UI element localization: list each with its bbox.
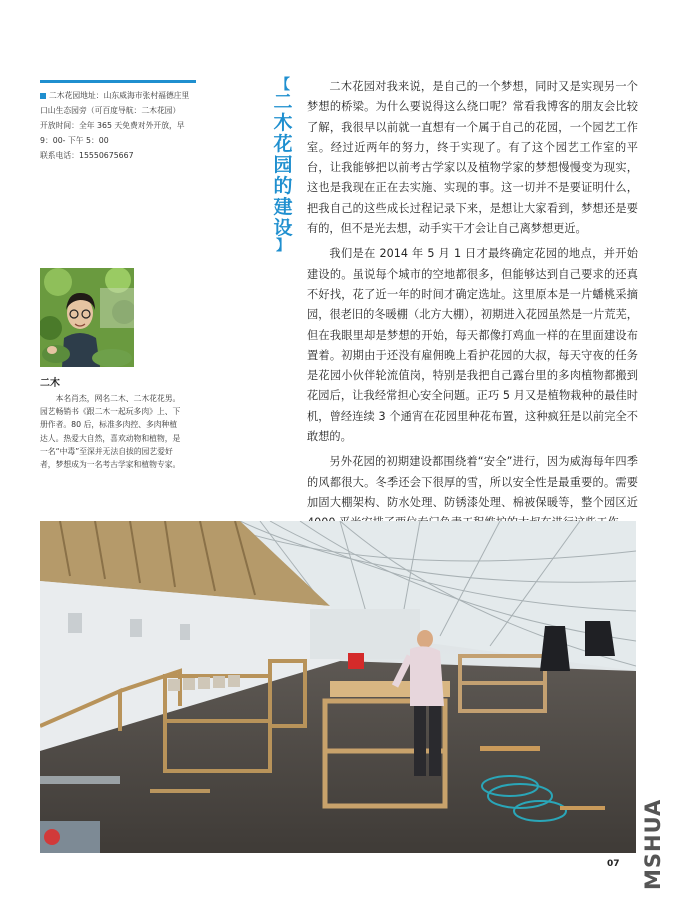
author-portrait	[40, 268, 134, 367]
article-paragraph: 我们是在 2014 年 5 月 1 日才最终确定花园的地点，并开始建设的。虽说每个城市的空地都很多，但能够达到自己要求的还真不好找，花了近一年的时间才确定选址。这里原本是一片蟠桃采摘园，很老旧的冬暖棚（北方大棚），初期进入花园虽然是一片荒芜，但在我眼里却是梦想的开始，每天都像打鸡血一样的在里面建设布置着。初期由于还没有雇佣晚上看护花园的大叔，每天守夜的任务是花园小伙伴轮流值岗，特别是我把自己露台里的多肉植物都搬到花园后，让我经常担心安全问题。正巧 5 月又是植物栽种的最佳时机，曾经连续 3 个通宵在花园里种花布置，这种疯狂是以前完全不敢想的。	[307, 247, 638, 444]
garden-info-box	[40, 80, 196, 163]
title-char: 二	[273, 91, 293, 113]
author-bio: 本名肖杰，网名二木、二木花花男。园艺畅销书《跟二木一起玩多肉》上、下册作者。80 后，标准多肉控、多肉种植达人。热爱大自然，喜欢动物和植物，是一名“中毒”至深并无法自拔的园艺爱好者，梦想成为一名考古学家和植物专家。	[40, 394, 181, 470]
article-paragraph: 另外花园的初期建设都围绕着“安全”进行，因为威海每年四季的风都很大。冬季还会下很厚的雪，所以安全性是最重要的。需要加固大棚架构、防水处理、防锈漆处理、棉被保暖等，整个园区近	[307, 455, 638, 509]
title-char: 建	[273, 196, 293, 218]
opening-hours: 开放时间：全年 365 天免费对外开放，早 9：00- 下午 5：00	[40, 121, 185, 145]
contact-phone: 联系电话：15550675667	[40, 151, 134, 160]
title-char: 设	[273, 217, 293, 239]
section-title	[271, 78, 295, 253]
greenhouse-photo	[40, 521, 636, 853]
magazine-brand: MSHUA	[641, 798, 665, 890]
title-char: 园	[273, 154, 293, 176]
title-bracket-open: 【	[276, 77, 290, 93]
article-paragraph: 二木花园对我来说，是自己的一个梦想，同时又是实现另一个梦想的桥梁。为什么要说得这么绕口呢？常看我博客的朋友会比较了解，我很早以前就一直想有一个属于自己的花园，一个园艺工作室。经过近两年的努力，终于实现了。有了这个园艺工作室的平台，让我能够把以前考古学家以及植物学家的梦想慢慢变为现实，这也是我现在正在去实施、实现的事。这一切并不是要证明什么，把我自己的这些成长过程记录下来，是想让大家看到，梦想还是要有的，但不是光去想，动手实干才会让自己离梦想更近。	[307, 80, 638, 236]
title-bracket-close: 】	[276, 238, 290, 254]
title-char: 花	[273, 133, 293, 155]
title-char: 的	[273, 175, 293, 197]
author-name: 二木	[40, 378, 60, 389]
garden-address: 二木花园地址：山东威海市张村福德庄里口山生态园旁（可百度导航：二木花园）	[40, 91, 190, 115]
title-char: 木	[273, 112, 293, 134]
location-icon	[40, 93, 46, 99]
article-body	[307, 77, 638, 539]
page-number: 07	[607, 859, 620, 869]
